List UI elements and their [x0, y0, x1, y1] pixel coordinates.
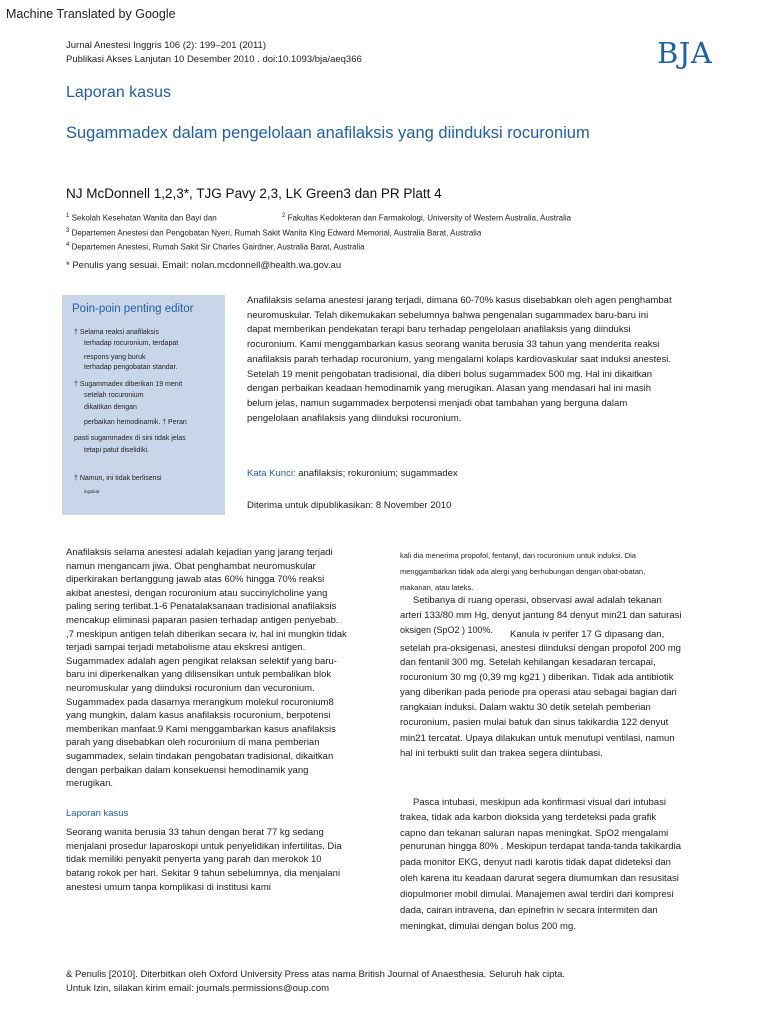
affiliation-3: $^3$ Departemen Anestesi dan Pengobatan Nyeri, Rumah Sakit Wanita King Edward Memorial, Australia Barat, Australia	[66, 228, 482, 238]
body-line: yang mungkin, dalam kasus anafilaksis rocuronium, berpotensi	[66, 710, 331, 722]
abstract-line: belum jelas, namun sugammadex berpotensi menjadi obat tambahan yang berguna dalam	[247, 397, 628, 409]
body-line: yang diberikan pada periode pra operasi atau sebagai bagian dari	[400, 687, 677, 698]
keywords	[247, 468, 458, 479]
body-line: Sugammadex adalah agen pengikat relaksan selektif yang baru-	[66, 655, 337, 667]
body-line: min21 tercatat. Upaya dilakukan untuk menutupi ventilasi, namun	[400, 733, 675, 744]
body-line: diopulmoner mobil dimulai. Manajemen awal terdiri dari kompresi	[400, 889, 674, 900]
body-line: parah yang disebabkan oleh rocuronium di mana pemberian	[66, 737, 320, 749]
body-line: Seorang wanita berusia 33 tahun dengan berat 77 kg sedang	[66, 827, 324, 839]
abstract-line: Setelah 19 menit pengobatan tradisional, dia diberi bolus sugammadex 500 mg. Hal ini dikaitkan	[247, 368, 653, 380]
body-line: memberikan manfaat.9 Kami menggambarkan kasus anafilaksis	[66, 723, 336, 735]
body-line: sugammadex, selain tindakan pengobatan tradisional, dikaitkan	[66, 750, 334, 762]
body-line: setelah pra-oksigenasi, anestesi diinduksi dengan propofol 200 mg	[400, 643, 681, 654]
body-line: terjadi sampai terjadi metabolisme atau ekskresi antigen.	[66, 642, 306, 654]
editor-line: † Selama reaksi anafilaksis	[74, 329, 159, 336]
keywords-text: anafilaksis; rokuronium; sugammadex	[295, 468, 458, 479]
body-line: penurunan hingga 80% . Meskipun terdapat tanda-tanda takikardia	[400, 841, 681, 852]
abstract-line: pengelolaan anafilaksis yang diinduksi rocuronium.	[247, 412, 462, 424]
received-date: Diterima untuk dipublikasikan: 8 November 2010	[247, 500, 452, 511]
editor-line: setelah rocuronium	[84, 392, 144, 399]
body-line: diperkirakan bertanggung jawab atas 60% hingga 70% reaksi	[66, 574, 325, 586]
body-line: rocuronium, pasien mulai batuk dan sinus takikardia 122 denyut	[400, 717, 669, 728]
bja-logo: BJA	[657, 36, 713, 70]
editor-line: dikaitkan dengan	[84, 404, 137, 411]
body-line: rocuronium 30 mg (0,39 mg kg21 ) diberikan. Tidak ada antibiotik	[400, 672, 674, 683]
body-line: anestesi umum tanpa komplikasi di institusi kami	[66, 881, 271, 893]
editor-line: respons yang buruk	[84, 354, 146, 361]
body-line: mencakup eliminasi paparan pasien terhadap antigen penyebab.	[66, 614, 339, 626]
abstract-line: anafilaksis parah terhadap rocuronium, yang mengalami kolaps kardiovaskular saat induksi anestesi.	[247, 353, 672, 365]
abstract-line: dengan perbaikan keadaan hemodinamik yang merugikan. Alasan yang mendasari hal ini masih	[247, 383, 652, 395]
body-line: oleh karena itu keadaan darurat segera diumumkan dan resusitasi	[400, 873, 679, 884]
body-line: pada monitor EKG, denyut nadi karotis tidak dapat dideteksi dan	[400, 857, 671, 868]
body-line: menggambarkan tidak ada alergi yang berhubungan dengan obat-obatan,	[400, 567, 646, 576]
editor-line: † Sugammadex diberikan 19 menit	[74, 381, 183, 388]
copyright-footer	[66, 968, 565, 996]
abstract	[247, 294, 717, 426]
article-title: Sugammadex dalam pengelolaan anafilaksis yang diinduksi rocuronium	[66, 124, 590, 142]
body-left-column	[66, 546, 366, 894]
body-line: rangkaian induksi. Dalam waktu 30 detik setelah pemberian	[400, 702, 651, 713]
body-line: dengan perbaikan dalam konsekuensi hemodinamik yang	[66, 764, 309, 776]
body-line: namun mengancam jiwa. Obat penghambat neuromuskular	[66, 560, 316, 572]
journal-line-2: Publikasi Akses Lanjutan 10 Desember 2010 . doi:10.1093/bja/aeq366	[66, 54, 362, 65]
body-line: trakea, tidak ada karbon dioksida yang terdeteksi pada grafik	[400, 812, 657, 823]
editor-box-title: Poin-poin penting editor	[72, 303, 194, 315]
body-line: makanan, atau lateks.	[400, 583, 474, 592]
footer-permissions-line: Untuk Izin, silakan kirim email: journals.permissions@oup.com	[66, 983, 330, 994]
body-right-small-text	[400, 548, 645, 596]
editor-line: terhadap rocuronium, terdapat	[84, 340, 179, 347]
body-line: Pasca intubasi, meskipun ada konfirmasi visual dari intubasi	[413, 797, 666, 808]
body-line: batang rokok per hari. Sekitar 9 tahun sebelumnya, dia menjalani	[66, 868, 341, 880]
editor-line: † Namun, ini tidak berlisensi	[74, 475, 162, 482]
journal-citation	[66, 39, 362, 67]
case-report-subheading: Laporan kasus	[66, 807, 129, 819]
editor-line: pasti sugammadex di sini tidak jelas	[74, 435, 186, 442]
affiliation-4: $^4$ Departemen Anestesi, Rumah Sakit Sir Charles Gairdner, Australia Barat, Australia	[66, 242, 365, 252]
keywords-label: Kata Kunci:	[247, 468, 296, 479]
body-line: menjalani prosedur laparoskopi untuk penyelidikan infertilitas. Dia	[66, 840, 342, 852]
body-line: hal ini terbukti sulit dan trakea segera diintubasi.	[400, 748, 603, 759]
corresponding-author: * Penulis yang sesuai. Email: nolan.mcdonnell@health.wa.gov.au	[66, 260, 342, 271]
editor-line: perbaikan hemodinamik. † Peran	[84, 419, 187, 426]
section-label: Laporan kasus	[66, 84, 171, 101]
abstract-line: Anafilaksis selama anestesi jarang terjadi, dimana 60-70% kasus disebabkan oleh agen penghambat	[247, 295, 672, 306]
body-line: akibat anestesi, dengan rocuronium atau succinylcholine yang	[66, 587, 328, 599]
affiliation-1: $^1$ Sekolah Kesehatan Wanita dan Bayi dan	[66, 213, 217, 223]
body-line: tidak memiliki penyakit penyerta yang parah dan merokok 10	[66, 854, 322, 866]
abstract-line: rocuronium. Kami menggambarkan kasus seorang wanita berusia 33 tahun yang menderita reaksi	[247, 339, 660, 351]
body-line: paling sering terlibat.1-6 Penatalaksanaan tradisional anafilaksis	[66, 601, 337, 613]
editor-line: tetapi patut diselidiki.	[84, 447, 149, 454]
body-line: Setibanya di ruang operasi, observasi awal adalah tekanan	[413, 595, 662, 606]
body-line: Anafilaksis selama anestesi adalah kejadian yang jarang terjadi	[66, 547, 333, 558]
author-list: NJ McDonnell 1,2,3*, TJG Pavy 2,3, LK Green3 dan PR Platt 4	[66, 186, 442, 201]
body-line: ,7 meskipun antigen telah diberikan secara iv, hal ini mungkin tidak	[66, 628, 347, 640]
body-line: meningkat, dimulai dengan bolus 200 mg.	[400, 921, 576, 932]
abstract-line: dapat memberikan pendekatan terapi baru terhadap pengelolaan anafilaksis yang diinduksi	[247, 324, 631, 336]
body-line: Sugammadex pada dasarnya merangkum molekul rocuronium8	[66, 696, 334, 708]
body-line: dada, cairan intravena, dan epinefrin iv secara intermiten dan	[400, 905, 658, 916]
editor-line: terhadap pengobatan standar.	[84, 364, 178, 371]
machine-translation-banner: Machine Translated by Google	[6, 7, 176, 21]
body-line: dan fentanil 300 mg. Setelah kehilangan kesadaran tercapai,	[400, 657, 656, 668]
footer-line-1: & Penulis [2010]. Diterbitkan oleh Oxford University Press atas nama British Journal of Anaesthesia. Seluruh hak cipta.	[66, 969, 566, 980]
journal-line-1: Jurnal Anestesi Inggris 106 (2): 199–201 (2011)	[66, 40, 266, 51]
editor-key-points-box	[62, 295, 225, 515]
affiliation-2: $^2$ Fakultas Kedokteran dan Farmakologi, University of Western Australia, Australia	[282, 213, 572, 223]
body-line: arteri 133/80 mm Hg, denyut jantung 84 denyut min21 dan saturasi	[400, 610, 682, 621]
body-line: Kanula iv perifer 17 G dipasang dan,	[510, 629, 665, 640]
editor-line: ingsikat	[84, 489, 100, 494]
body-line: baru ini diperkenalkan yang dilisensikan untuk pembalikan blok	[66, 669, 332, 681]
body-line: neuromuskular yang diinduksi rocuronium dan vecuronium.	[66, 682, 315, 694]
body-line: kali dia menerima propofol, fentanyl, dan rocuronium untuk induksi. Dia	[400, 551, 636, 560]
body-line: merugikan.	[66, 778, 113, 790]
abstract-line: neuromuskular. Telah dikemukakan sebelumnya bahwa pengenalan sugammadex baru-baru ini	[247, 309, 649, 321]
body-line: capno dan tekanan saluran napas meningkat. SpO2 mengalami	[400, 828, 669, 839]
body-line: oksigen (SpO2 ) 100%.	[400, 625, 494, 635]
